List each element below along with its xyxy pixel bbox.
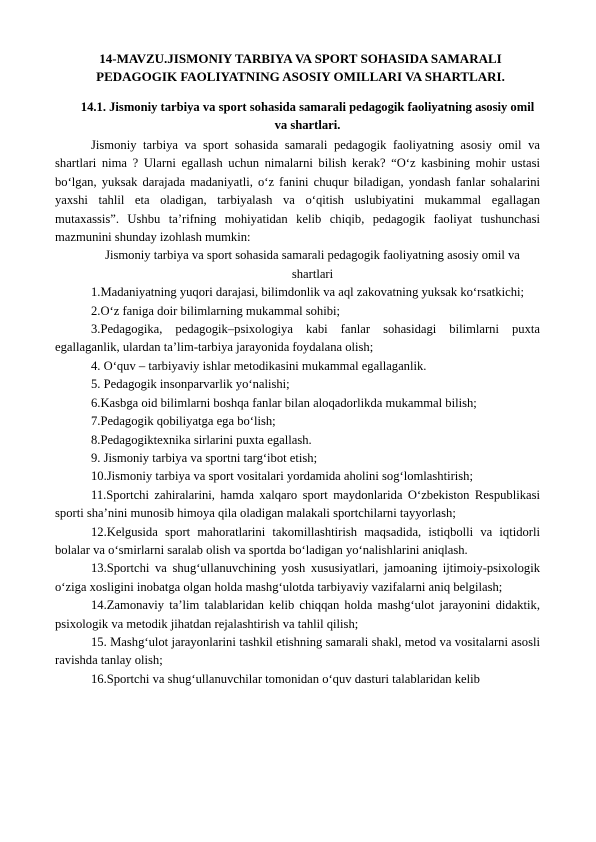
list-item: 8.Pedagogiktexnika sirlarini puxta egallash. bbox=[91, 432, 312, 447]
list-item: 12.Kelgusida sport mahoratlarini takomillashtirish maqsadida, istiqbolli va iqtidorli bolalar va o‘smirlarni saralab olish va sportda bo‘ladigan yo‘nalishlarini aniqlash. bbox=[55, 524, 540, 557]
list-item: 14.Zamonaviy ta’lim talablaridan kelib chiqqan holda mashg‘ulot jarayonini didaktik, psixologik va metodik jihatdan rejalashtirish va tahlil qilish; bbox=[55, 598, 540, 631]
list-item: 3.Pedagogika, pedagogik–psixologiya kabi fanlar sohasidagi bilimlarni puxta egallaganlik, ulardan ta’lim-tarbiya jarayonida foydalana olish; bbox=[55, 322, 540, 355]
list-item: 11.Sportchi zahiralarini, hamda xalqaro sport maydonlarida O‘zbekiston Respublikasi sporti sha’nini munosib himoya qila oladigan malakali sportchilarni tayyorlash; bbox=[55, 487, 540, 521]
list-item: 2.O‘z faniga doir bilimlarning mukammal sohibi; bbox=[91, 303, 341, 318]
list-item: 7.Pedagogik qobiliyatga ega bo‘lish; bbox=[91, 414, 276, 429]
list-item: 5. Pedagogik insonparvarlik yo‘nalishi; bbox=[91, 377, 290, 392]
list-item: 6.Kasbga oid bilimlarni boshqa fanlar bilan aloqadorlikda mukammal bilish; bbox=[91, 395, 477, 410]
document-title: 14-MAVZU.JISMONIY TARBIYA VA SPORT SOHASIDA SAMARALI PEDAGOGIK FAOLIYATNING ASOSIY OMILLARI VA SHARTLARI. bbox=[96, 51, 505, 84]
conditions-list bbox=[55, 283, 540, 688]
list-item: 10.Jismoniy tarbiya va sport vositalari yordamida aholini sog‘lomlashtirish; bbox=[91, 469, 473, 484]
list-item: 15. Mashg‘ulot jarayonlarini tashkil etishning samarali shakl, metod va vositalarni asosli ravishda tanlay olish; bbox=[55, 634, 540, 668]
list-item: 4. O‘quv – tarbiyaviy ishlar metodikasini mukammal egallaganlik. bbox=[91, 358, 427, 373]
list-item: 13.Sportchi va shug‘ullanuvchining yosh xususiyatlari, jamoaning ijtimoiy-psixologik o‘ziga xosligini inobatga olgan holda mashg‘ulotda tarbiyaviy vazifalarni aniq belgilash; bbox=[55, 561, 540, 594]
list-item: 1.Madaniyatning yuqori darajasi, bilimdonlik va aql zakovatning yuksak ko‘rsatkichi; bbox=[91, 285, 524, 300]
list-heading: Jismoniy tarbiya va sport sohasida samarali pedagogik faoliyatning asosiy omil va shartlari bbox=[105, 248, 520, 281]
list-item: 9. Jismoniy tarbiya va sportni targ‘ibot etish; bbox=[91, 450, 318, 465]
list-item: 16.Sportchi va shug‘ullanuvchilar tomonidan o‘quv dasturi talablaridan kelib bbox=[91, 671, 480, 686]
intro-paragraph: Jismoniy tarbiya va sport sohasida samarali pedagogik faoliyatning asosiy omil va shartlari nima ? Ularni egallash uchun nimalarni bilish kerak? “O‘z kasbining mohir ustasi bo‘lgan, yuksak darajada madaniyatli, o‘z fanini chuqur biladigan, yondash fanlar sohalarini yaxshi tahlil eta oladigan, tarbiyalash va o‘qitish uslubiyatini mukammal egallagan mutaxassis”. Ushbu ta’rifning mohiyatidan kelib chiqib, pedagogik faoliyat tushunchasi mazmunini shunday izohlash mumkin: bbox=[55, 138, 540, 245]
section-heading: 14.1. Jismoniy tarbiya va sport sohasida samarali pedagogik faoliyatning asosiy omil va shartlari. bbox=[80, 100, 535, 132]
document-page bbox=[55, 50, 540, 688]
